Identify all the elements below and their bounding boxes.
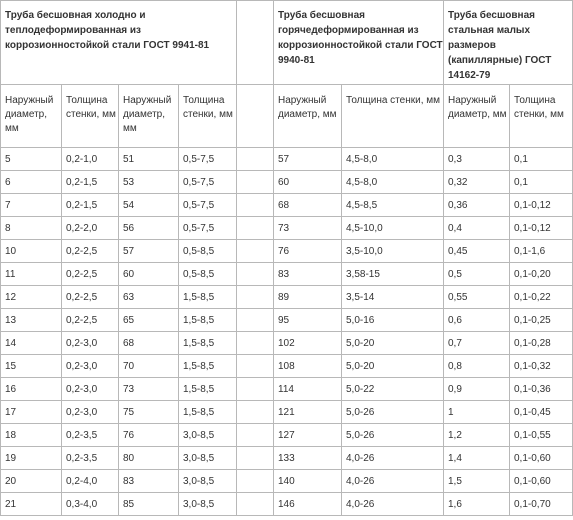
wall-thickness-cell: 5,0-20 <box>342 355 444 378</box>
section-title-gost-14162: Труба бесшовная стальная малых размеров (капиллярные) ГОСТ 14162-79 <box>444 1 573 85</box>
spacer-cell <box>237 1 274 85</box>
outer-diameter-cell: 146 <box>274 493 342 516</box>
outer-diameter-cell: 80 <box>119 447 179 470</box>
wall-thickness-cell: 0,1-0,45 <box>510 401 573 424</box>
spacer-cell <box>237 263 274 286</box>
table-row <box>1 401 573 424</box>
wall-thickness-cell: 0,2-2,5 <box>62 286 119 309</box>
wall-thickness-cell: 1,5-8,5 <box>179 332 237 355</box>
wall-thickness-cell: 4,5-8,0 <box>342 148 444 171</box>
wall-thickness-cell: 4,0-26 <box>342 493 444 516</box>
wall-thickness-cell: 0,1-0,12 <box>510 194 573 217</box>
wall-thickness-cell: 1,5-8,5 <box>179 286 237 309</box>
wall-thickness-cell: 0,5-7,5 <box>179 217 237 240</box>
table-row <box>1 493 573 516</box>
outer-diameter-cell: 1,6 <box>444 493 510 516</box>
column-header-wall-thickness: Толщина стенки, мм <box>510 85 573 148</box>
outer-diameter-cell: 133 <box>274 447 342 470</box>
wall-thickness-cell: 3,0-8,5 <box>179 493 237 516</box>
outer-diameter-cell: 8 <box>1 217 62 240</box>
wall-thickness-cell: 0,2-3,0 <box>62 401 119 424</box>
outer-diameter-cell: 6 <box>1 171 62 194</box>
outer-diameter-cell: 75 <box>119 401 179 424</box>
wall-thickness-cell: 0,2-3,5 <box>62 424 119 447</box>
spacer-cell <box>237 355 274 378</box>
outer-diameter-cell: 121 <box>274 401 342 424</box>
outer-diameter-cell: 53 <box>119 171 179 194</box>
outer-diameter-cell: 83 <box>274 263 342 286</box>
outer-diameter-cell: 70 <box>119 355 179 378</box>
wall-thickness-cell: 0,2-3,5 <box>62 447 119 470</box>
outer-diameter-cell: 0,9 <box>444 378 510 401</box>
spacer-cell <box>237 217 274 240</box>
wall-thickness-cell: 4,0-26 <box>342 470 444 493</box>
wall-thickness-cell: 0,3-4,0 <box>62 493 119 516</box>
table-row <box>1 378 573 401</box>
column-header-outer-diameter: Наружный диаметр, мм <box>274 85 342 148</box>
outer-diameter-cell: 60 <box>119 263 179 286</box>
table-row <box>1 148 573 171</box>
table-row <box>1 194 573 217</box>
wall-thickness-cell: 0,2-2,5 <box>62 263 119 286</box>
wall-thickness-cell: 0,2-1,0 <box>62 148 119 171</box>
wall-thickness-cell: 0,2-3,0 <box>62 355 119 378</box>
spacer-cell <box>237 240 274 263</box>
outer-diameter-cell: 18 <box>1 424 62 447</box>
wall-thickness-cell: 5,0-26 <box>342 424 444 447</box>
outer-diameter-cell: 0,5 <box>444 263 510 286</box>
column-header-row <box>1 85 573 148</box>
outer-diameter-cell: 73 <box>119 378 179 401</box>
wall-thickness-cell: 0,2-2,0 <box>62 217 119 240</box>
wall-thickness-cell: 0,2-3,0 <box>62 378 119 401</box>
wall-thickness-cell: 4,5-10,0 <box>342 217 444 240</box>
outer-diameter-cell: 0,7 <box>444 332 510 355</box>
outer-diameter-cell: 73 <box>274 217 342 240</box>
wall-thickness-cell: 4,5-8,5 <box>342 194 444 217</box>
table-row <box>1 447 573 470</box>
outer-diameter-cell: 0,6 <box>444 309 510 332</box>
outer-diameter-cell: 85 <box>119 493 179 516</box>
outer-diameter-cell: 1,5 <box>444 470 510 493</box>
outer-diameter-cell: 68 <box>274 194 342 217</box>
table-row <box>1 286 573 309</box>
outer-diameter-cell: 11 <box>1 263 62 286</box>
outer-diameter-cell: 57 <box>274 148 342 171</box>
wall-thickness-cell: 3,0-8,5 <box>179 424 237 447</box>
outer-diameter-cell: 102 <box>274 332 342 355</box>
wall-thickness-cell: 0,5-7,5 <box>179 171 237 194</box>
wall-thickness-cell: 5,0-20 <box>342 332 444 355</box>
outer-diameter-cell: 5 <box>1 148 62 171</box>
table-row <box>1 171 573 194</box>
outer-diameter-cell: 0,3 <box>444 148 510 171</box>
wall-thickness-cell: 4,0-26 <box>342 447 444 470</box>
wall-thickness-cell: 1,5-8,5 <box>179 401 237 424</box>
column-header-wall-thickness: Толщина стенки, мм <box>179 85 237 148</box>
wall-thickness-cell: 1,5-8,5 <box>179 355 237 378</box>
outer-diameter-cell: 114 <box>274 378 342 401</box>
wall-thickness-cell: 3,58-15 <box>342 263 444 286</box>
wall-thickness-cell: 0,2-2,5 <box>62 309 119 332</box>
outer-diameter-cell: 89 <box>274 286 342 309</box>
wall-thickness-cell: 3,5-14 <box>342 286 444 309</box>
wall-thickness-cell: 4,5-8,0 <box>342 171 444 194</box>
outer-diameter-cell: 51 <box>119 148 179 171</box>
wall-thickness-cell: 0,2-2,5 <box>62 240 119 263</box>
table-row <box>1 217 573 240</box>
wall-thickness-cell: 0,5-7,5 <box>179 194 237 217</box>
wall-thickness-cell: 5,0-26 <box>342 401 444 424</box>
section-title-row <box>1 1 573 85</box>
spacer-cell <box>237 447 274 470</box>
outer-diameter-cell: 60 <box>274 171 342 194</box>
spacer-cell <box>237 470 274 493</box>
spacer-cell <box>237 493 274 516</box>
wall-thickness-cell: 0,5-7,5 <box>179 148 237 171</box>
outer-diameter-cell: 127 <box>274 424 342 447</box>
outer-diameter-cell: 83 <box>119 470 179 493</box>
outer-diameter-cell: 21 <box>1 493 62 516</box>
outer-diameter-cell: 12 <box>1 286 62 309</box>
wall-thickness-cell: 0,1-0,25 <box>510 309 573 332</box>
wall-thickness-cell: 0,2-1,5 <box>62 194 119 217</box>
section-title-gost-9941: Труба бесшовная холодно и теплодеформированная из коррозионностойкой стали ГОСТ 9941-81 <box>1 1 237 85</box>
outer-diameter-cell: 0,36 <box>444 194 510 217</box>
wall-thickness-cell: 0,5-8,5 <box>179 240 237 263</box>
spacer-cell <box>237 424 274 447</box>
outer-diameter-cell: 54 <box>119 194 179 217</box>
wall-thickness-cell: 0,1 <box>510 148 573 171</box>
outer-diameter-cell: 1,4 <box>444 447 510 470</box>
outer-diameter-cell: 20 <box>1 470 62 493</box>
spacer-cell <box>237 286 274 309</box>
table-row <box>1 355 573 378</box>
column-header-outer-diameter: Наружный диаметр, мм <box>1 85 62 148</box>
table-row <box>1 470 573 493</box>
column-header-wall-thickness: Толщина стенки, мм <box>62 85 119 148</box>
wall-thickness-cell: 0,1-0,32 <box>510 355 573 378</box>
wall-thickness-cell: 0,2-3,0 <box>62 332 119 355</box>
wall-thickness-cell: 0,1-0,12 <box>510 217 573 240</box>
outer-diameter-cell: 76 <box>119 424 179 447</box>
spacer-cell <box>237 171 274 194</box>
spacer-cell <box>237 332 274 355</box>
outer-diameter-cell: 17 <box>1 401 62 424</box>
spacer-cell <box>237 194 274 217</box>
outer-diameter-cell: 108 <box>274 355 342 378</box>
outer-diameter-cell: 65 <box>119 309 179 332</box>
wall-thickness-cell: 3,0-8,5 <box>179 447 237 470</box>
table-row <box>1 240 573 263</box>
spacer-cell <box>237 85 274 148</box>
wall-thickness-cell: 1,5-8,5 <box>179 378 237 401</box>
wall-thickness-cell: 0,1-0,70 <box>510 493 573 516</box>
outer-diameter-cell: 68 <box>119 332 179 355</box>
wall-thickness-cell: 0,1-0,55 <box>510 424 573 447</box>
wall-thickness-cell: 5,0-22 <box>342 378 444 401</box>
wall-thickness-cell: 0,1-0,20 <box>510 263 573 286</box>
outer-diameter-cell: 7 <box>1 194 62 217</box>
wall-thickness-cell: 1,5-8,5 <box>179 309 237 332</box>
outer-diameter-cell: 0,8 <box>444 355 510 378</box>
wall-thickness-cell: 0,2-1,5 <box>62 171 119 194</box>
outer-diameter-cell: 95 <box>274 309 342 332</box>
wall-thickness-cell: 0,1-0,28 <box>510 332 573 355</box>
outer-diameter-cell: 0,55 <box>444 286 510 309</box>
wall-thickness-cell: 3,0-8,5 <box>179 470 237 493</box>
table-row <box>1 332 573 355</box>
outer-diameter-cell: 19 <box>1 447 62 470</box>
wall-thickness-cell: 5,0-16 <box>342 309 444 332</box>
wall-thickness-cell: 3,5-10,0 <box>342 240 444 263</box>
wall-thickness-cell: 0,1-0,60 <box>510 447 573 470</box>
column-header-outer-diameter: Наружный диаметр, мм <box>444 85 510 148</box>
outer-diameter-cell: 16 <box>1 378 62 401</box>
outer-diameter-cell: 57 <box>119 240 179 263</box>
outer-diameter-cell: 1,2 <box>444 424 510 447</box>
wall-thickness-cell: 0,5-8,5 <box>179 263 237 286</box>
outer-diameter-cell: 10 <box>1 240 62 263</box>
table-body <box>1 148 573 516</box>
wall-thickness-cell: 0,2-4,0 <box>62 470 119 493</box>
spacer-cell <box>237 378 274 401</box>
wall-thickness-cell: 0,1-0,22 <box>510 286 573 309</box>
outer-diameter-cell: 0,32 <box>444 171 510 194</box>
table-row <box>1 263 573 286</box>
outer-diameter-cell: 0,45 <box>444 240 510 263</box>
outer-diameter-cell: 13 <box>1 309 62 332</box>
column-header-outer-diameter: Наружный диаметр, мм <box>119 85 179 148</box>
wall-thickness-cell: 0,1-0,60 <box>510 470 573 493</box>
table-row <box>1 424 573 447</box>
spacer-cell <box>237 401 274 424</box>
outer-diameter-cell: 56 <box>119 217 179 240</box>
outer-diameter-cell: 76 <box>274 240 342 263</box>
section-title-gost-9940: Труба бесшовная горячедеформированная из коррозионностойкой стали ГОСТ 9940-81 <box>274 1 444 85</box>
column-header-wall-thickness: Толщина стенки, мм <box>342 85 444 148</box>
wall-thickness-cell: 0,1 <box>510 171 573 194</box>
outer-diameter-cell: 15 <box>1 355 62 378</box>
table-row <box>1 309 573 332</box>
spacer-cell <box>237 309 274 332</box>
wall-thickness-cell: 0,1-0,36 <box>510 378 573 401</box>
outer-diameter-cell: 14 <box>1 332 62 355</box>
outer-diameter-cell: 140 <box>274 470 342 493</box>
outer-diameter-cell: 0,4 <box>444 217 510 240</box>
outer-diameter-cell: 63 <box>119 286 179 309</box>
outer-diameter-cell: 1 <box>444 401 510 424</box>
spacer-cell <box>237 148 274 171</box>
wall-thickness-cell: 0,1-1,6 <box>510 240 573 263</box>
